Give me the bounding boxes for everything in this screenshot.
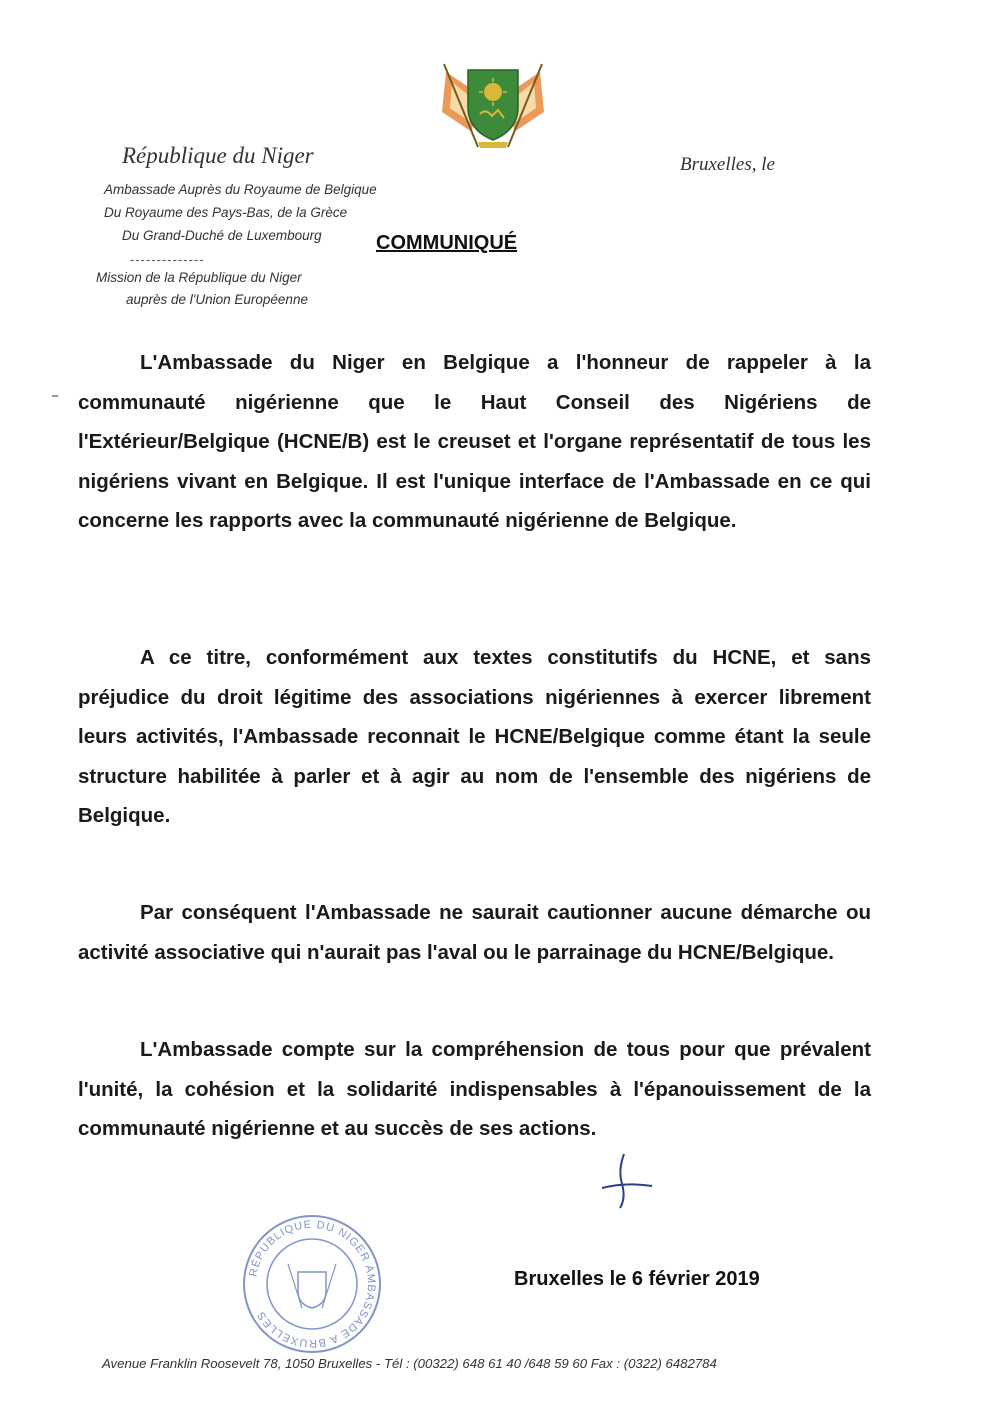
coat-of-arms-emblem (428, 52, 558, 152)
place-header: Bruxelles, le (680, 154, 775, 175)
paragraph-3: Par conséquent l'Ambassade ne saurait cautionner aucune démarche ou activité associative qui n'aurait pas l'aval ou le parrainage du HCNE/Belgique. (78, 901, 871, 964)
embassy-stamp (240, 1212, 385, 1357)
scan-mark (52, 395, 58, 397)
embassy-line: Ambassade Auprès du Royaume de Belgique (104, 182, 377, 197)
footer-contact: Avenue Franklin Roosevelt 78, 1050 Bruxelles - Tél : (00322) 648 61 40 /648 59 60 Fax : (0322) 6482784 (102, 1356, 717, 1371)
date-line: Bruxelles le 6 février 2019 (514, 1268, 760, 1290)
separator: -------------- (130, 252, 205, 267)
paragraph-2: A ce titre, conformément aux textes constitutifs du HCNE, et sans préjudice du droit légitime des associations nigériennes à exercer librement leurs activités, l'Ambassade reconnait le HCNE/Belgique comme étant la seule structure habilitée à parler et à agir au nom de l'ensemble des nigériens de Belgique. (78, 646, 871, 827)
stamp-emblem-icon (298, 1272, 326, 1308)
republic-title: République du Niger (122, 143, 314, 168)
sun-icon (484, 83, 502, 101)
document-title: COMMUNIQUÉ (376, 232, 518, 254)
paragraph-1: L'Ambassade du Niger en Belgique a l'honneur de rappeler à la communauté nigérienne que le Haut Conseil des Nigériens de l'Extérieur/Belgique (HCNE/B) est le creuset et l'organe représentatif de tous les nigériens vivant en Belgique. Il est l'unique interface de l'Ambassade en ce qui concerne les rapports avec la communauté nigérienne de Belgique. (78, 351, 871, 532)
signature-mark (596, 1150, 656, 1212)
stamp-text: RÉPUBLIQUE DU NIGER AMBASSADE A BRUXELLES (247, 1218, 378, 1350)
mission-line: Mission de la République du Niger (96, 270, 302, 285)
embassy-line: Du Royaume des Pays-Bas, de la Grèce (104, 205, 348, 220)
embassy-line: Du Grand-Duché de Luxembourg (122, 228, 322, 243)
mission-line: auprès de l'Union Européenne (126, 292, 308, 307)
paragraph-4: L'Ambassade compte sur la compréhension de tous pour que prévalent l'unité, la cohésion et la solidarité indispensables à l'épanouissement de la communauté nigérienne et au succès de ses actions. (78, 1038, 871, 1140)
